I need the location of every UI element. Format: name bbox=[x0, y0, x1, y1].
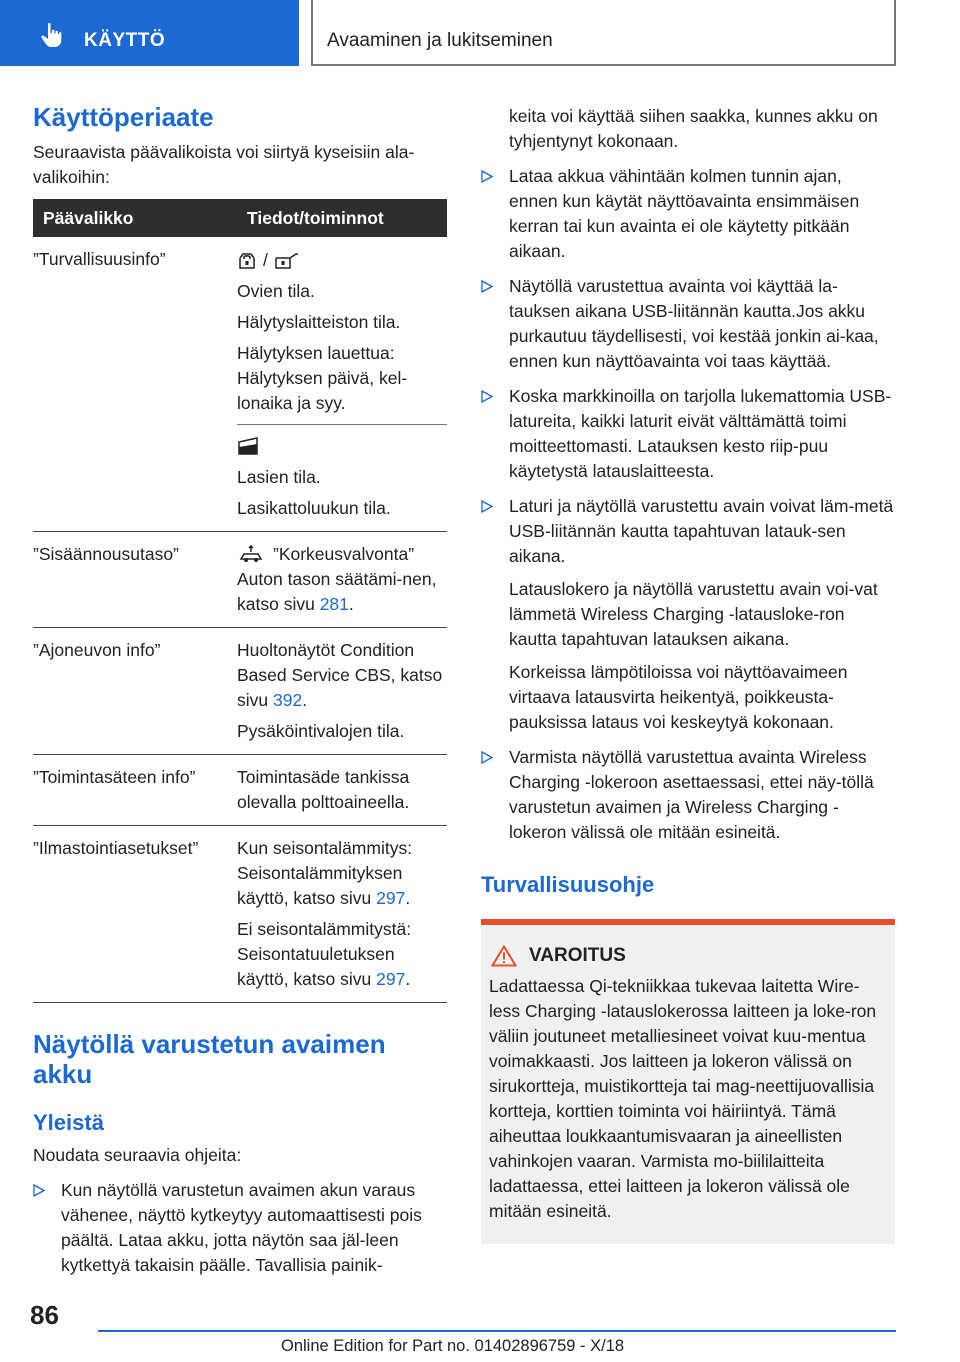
heading-general: Yleistä bbox=[33, 1110, 104, 1135]
menu-table bbox=[33, 199, 447, 1003]
height-monitor-text: ”Korkeusvalvonta” bbox=[273, 544, 415, 564]
warning-header bbox=[489, 943, 887, 968]
parking-lights-status: Pysäköintivalojen tila. bbox=[237, 721, 405, 741]
window-icon-wrap bbox=[237, 433, 447, 459]
row-security-details bbox=[237, 237, 447, 532]
service-displays-text bbox=[237, 638, 447, 713]
triangle-bullet-icon bbox=[481, 170, 493, 183]
triangle-bullet-icon bbox=[481, 751, 493, 764]
page-link-297-b[interactable]: 297 bbox=[376, 969, 406, 989]
heading-safety: Turvallisuusohje bbox=[481, 872, 655, 897]
period: . bbox=[405, 969, 411, 989]
windows-subrow bbox=[237, 424, 447, 521]
door-icons bbox=[237, 247, 447, 273]
parking-vent-text bbox=[237, 917, 447, 992]
left-column bbox=[33, 100, 447, 1278]
page-link-392[interactable]: 392 bbox=[273, 690, 303, 710]
chapter-box bbox=[311, 0, 896, 66]
window-icon bbox=[237, 436, 259, 456]
triangle-bullet-icon bbox=[481, 280, 493, 293]
list-item bbox=[481, 164, 895, 264]
list-item bbox=[33, 1178, 447, 1278]
level-adjust-label: Auton tason säätämi-nen, katso sivu bbox=[237, 569, 437, 614]
edition-text: Online Edition for Part no. 01402896759 - X/18 bbox=[281, 1337, 625, 1355]
col-info-functions: Tiedot/toiminnot bbox=[237, 199, 447, 237]
page-link-297-a[interactable]: 297 bbox=[376, 888, 406, 908]
intro-text: Seuraavista päävalikoista voi siirtyä kyseisiin ala-valikoihin: bbox=[33, 142, 415, 187]
footer-divider bbox=[98, 1330, 896, 1332]
table-row bbox=[33, 628, 447, 755]
heading-operating-principle: Käyttöperiaate bbox=[33, 102, 214, 132]
warning-title: VAROITUS bbox=[529, 945, 626, 966]
row-climate-details bbox=[237, 826, 447, 1003]
heading-key-battery: Näytöllä varustetun avaimen akku bbox=[33, 1029, 386, 1089]
sunroof-status: Lasikattoluukun tila. bbox=[237, 498, 391, 518]
list-item-continued bbox=[481, 104, 895, 154]
bullet-5-p2: Latauslokero ja näytöllä varustettu avain voi-vat lämmetä Wireless Charging -latausloke-ron kautta tapahtuvan latauksen aikana. bbox=[509, 579, 878, 649]
car-height-icon bbox=[237, 545, 265, 565]
windows-status: Lasien tila. bbox=[237, 467, 321, 487]
hand-touch-icon bbox=[40, 22, 64, 48]
door-open-icon bbox=[274, 250, 300, 270]
bullet-2-text: Lataa akkua vähintään kolmen tunnin ajan, ennen kun käytät näyttöavainta ensimmäisen kerran tai kun avainta ei ole käytetty pitkään aikaan. bbox=[509, 166, 860, 261]
door-status: Ovien tila. bbox=[237, 281, 315, 301]
bullet-3-text: Näytöllä varustettua avainta voi käyttää la-tauksen aikana USB-liitännän kautta.Jos akku purkautuu täydellisesti, voi kestää jonkin ai-kaa, ennen kun näyttöavainta voi taas käyttää. bbox=[509, 276, 879, 371]
warning-triangle-icon bbox=[491, 945, 517, 967]
icon-separator: / bbox=[263, 249, 268, 270]
section-label: KÄYTTÖ bbox=[84, 30, 166, 51]
bullet-1-end: keita voi käyttää siihen saakka, kunnes akku on tyhjentynyt kokonaan. bbox=[509, 106, 878, 151]
row-vehicle-details bbox=[237, 628, 447, 755]
table-row bbox=[33, 237, 447, 532]
page-number: 86 bbox=[30, 1300, 59, 1330]
row-entry-details bbox=[237, 532, 447, 628]
row-menu-range-info: ”Toimintasäteen info” bbox=[33, 755, 237, 826]
list-item bbox=[481, 745, 895, 845]
height-monitor-line bbox=[237, 542, 447, 567]
chapter-title: Avaaminen ja lukitseminen bbox=[327, 30, 553, 51]
bullet-5-text: Laturi ja näytöllä varustettu avain voivat läm-metä USB-liitännän kautta tapahtuvan latauk-sen aikana. bbox=[509, 496, 894, 566]
door-lock-icon bbox=[237, 250, 257, 270]
period: . bbox=[348, 594, 354, 614]
table-row bbox=[33, 826, 447, 1003]
page-link-281[interactable]: 281 bbox=[319, 594, 349, 614]
list-item bbox=[481, 494, 895, 735]
level-adjust-text bbox=[237, 567, 447, 617]
warning-box bbox=[481, 919, 895, 1244]
alarm-triggered: Hälytyksen lauettua: Hälytyksen päivä, kel-lonaika ja syy. bbox=[237, 343, 408, 413]
bullet-1-text: Kun näytöllä varustetun avaimen akun varaus vähenee, näyttö kytkeytyy automaattisesti pois päältä. Lataa akku, jotta näytön saa jäl-leen kytkettyä takaisin päälle. Tavallisia painik- bbox=[61, 1180, 422, 1275]
alarm-status: Hälytyslaitteiston tila. bbox=[237, 312, 401, 332]
row-menu-vehicle-info: ”Ajoneuvon info” bbox=[33, 628, 237, 755]
range-details: Toimintasäde tankissa olevalla polttoaineella. bbox=[237, 755, 447, 826]
general-intro: Noudata seuraavia ohjeita: bbox=[33, 1145, 242, 1165]
triangle-bullet-icon bbox=[33, 1184, 45, 1197]
table-row bbox=[33, 532, 447, 628]
bullet-4-text: Koska markkinoilla on tarjolla lukemattomia USB-latureita, kaikki laturit eivät välttämättä toimi moitteettomasti. Latauksen kesto riip-puu käytetystä latauslaitteesta. bbox=[509, 386, 892, 481]
parking-vent-label: Ei seisontalämmitystä: Seisontatuuletuksen käyttö, katso sivu bbox=[237, 919, 412, 989]
service-displays-label: Huoltonäytöt Condition Based Service CBS, katso sivu bbox=[237, 640, 443, 710]
right-column bbox=[481, 100, 895, 1244]
bullet-5-p3: Korkeissa lämpötiloissa voi näyttöavaimeen virtaava latausvirta heikentyä, poikkeusta-pauksissa lataus voi keskeytyä kokonaan. bbox=[509, 662, 848, 732]
parking-heater-label: Kun seisontalämmitys: Seisontalämmityksen käyttö, katso sivu bbox=[237, 838, 413, 908]
period: . bbox=[302, 690, 308, 710]
triangle-bullet-icon bbox=[481, 390, 493, 403]
table-header-row bbox=[33, 199, 447, 237]
section-tab bbox=[0, 0, 299, 66]
triangle-bullet-icon bbox=[481, 500, 493, 513]
col-main-menu: Päävalikko bbox=[33, 199, 237, 237]
row-menu-climate: ”Ilmastointiasetukset” bbox=[33, 826, 237, 1003]
warning-text: Ladattaessa Qi-tekniikkaa tukevaa laitetta Wire-less Charging -latauslokerossa laitteen ja loke-ron väliin joutuneet metalliesineet voivat kuu-mentua voimakkaasti. Jos laitteen ja lokeron välissä on sirukortteja, muistikortteja tai mag-neettijuovallisia kortteja, korttien toiminta voi häiriintyä. Tämä aiheuttaa loukkaantumisvaaran ja aineellisten vahinkojen vaaran. Varmista mo-biililaitteita ladattaessa, ettei laitteen ja lokeron välissä ole mitään esineitä. bbox=[489, 976, 877, 1221]
bullet-6-text: Varmista näytöllä varustettua avainta Wireless Charging -lokeroon asettaessasi, ettei näy-töllä varustetun avaimen ja Wireless Charging -lokeron välissä ole mitään esineitä. bbox=[509, 747, 874, 842]
list-item bbox=[481, 274, 895, 374]
page-header bbox=[0, 0, 960, 66]
row-menu-entry-level: ”Sisäännousutaso” bbox=[33, 532, 237, 628]
list-item bbox=[481, 384, 895, 484]
parking-heater-text bbox=[237, 836, 447, 911]
period: . bbox=[405, 888, 411, 908]
table-row bbox=[33, 755, 447, 826]
row-menu-security: ”Turvallisuusinfo” bbox=[33, 237, 237, 532]
